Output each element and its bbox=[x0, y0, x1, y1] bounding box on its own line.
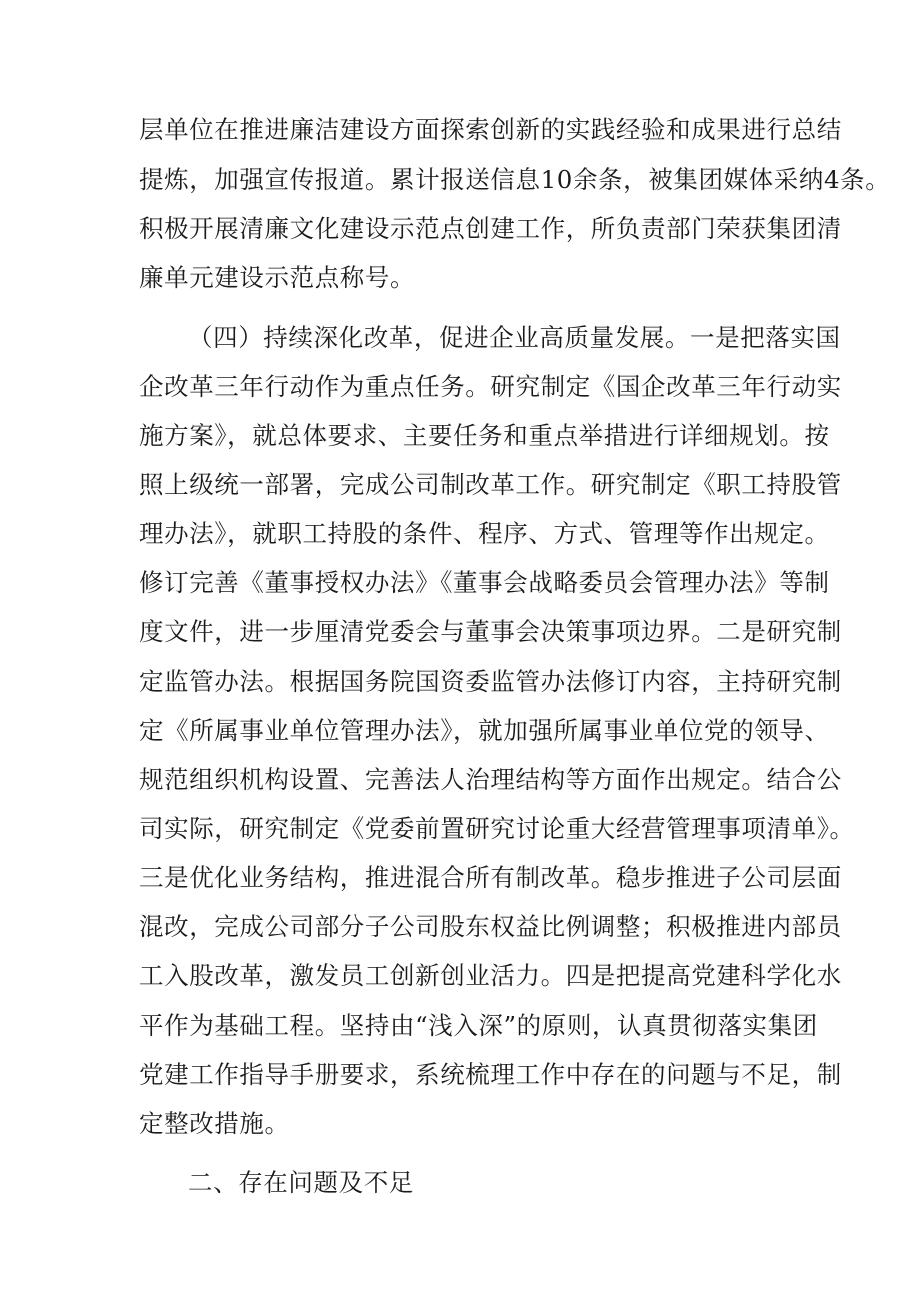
text-line: 定《所属事业单位管理办法》，就加强所属事业单位党的领导、 bbox=[139, 716, 830, 745]
text-line: 施方案》，就总体要求、主要任务和重点举措进行详细规划。按 bbox=[139, 421, 830, 450]
text-line: 照上级统一部署，完成公司制改革工作。研究制定《职工持股管 bbox=[139, 470, 842, 499]
text-line: 层单位在推进廉洁建设方面探索创新的实践经验和成果进行总结 bbox=[139, 115, 842, 144]
text-line: 理办法》，就职工持股的条件、程序、方式、管理等作出规定。 bbox=[139, 519, 830, 548]
text-line: 三是优化业务结构，推进混合所有制改革。稳步推进子公司层面 bbox=[139, 863, 842, 892]
text-line: 司实际，研究制定《党委前置研究讨论重大经营管理事项清单》。 bbox=[139, 814, 855, 843]
text-line: 混改，完成公司部分子公司股东权益比例调整；积极推进内部员 bbox=[139, 912, 842, 941]
text-line: 度文件，进一步厘清党委会与董事会决策事项边界。二是研究制 bbox=[139, 617, 842, 646]
text-line: 工入股改革，激发员工创新创业活力。四是把提高党建科学化水 bbox=[139, 961, 842, 990]
text-line: 规范组织机构设置、完善法人治理结构等方面作出规定。结合公 bbox=[139, 765, 842, 794]
section-heading: 二、存在问题及不足 bbox=[188, 1168, 414, 1197]
text-line: 定整改措施。 bbox=[139, 1109, 290, 1138]
text-line: 党建工作指导手册要求，系统梳理工作中存在的问题与不足，制 bbox=[139, 1060, 842, 1089]
text-line: 积极开展清廉文化建设示范点创建工作，所负责部门荣获集团清 bbox=[139, 214, 842, 243]
text-line: 修订完善《董事授权办法》《董事会战略委员会管理办法》等制 bbox=[139, 568, 830, 597]
paragraph-first-line: （四）持续深化改革，促进企业高质量发展。一是把落实国 bbox=[188, 323, 841, 352]
text-line: 廉单元建设示范点称号。 bbox=[139, 263, 416, 292]
text-line: 平作为基础工程。坚持由“浅入深”的原则，认真贯彻落实集团 bbox=[139, 1011, 818, 1040]
text-line: 定监管办法。根据国务院国资委监管办法修订内容，主持研究制 bbox=[139, 667, 842, 696]
text-line: 企改革三年行动作为重点任务。研究制定《国企改革三年行动实 bbox=[139, 372, 842, 401]
text-line: 提炼，加强宣传报道。累计报送信息10余条，被集团媒体采纳4条。 bbox=[139, 165, 891, 194]
